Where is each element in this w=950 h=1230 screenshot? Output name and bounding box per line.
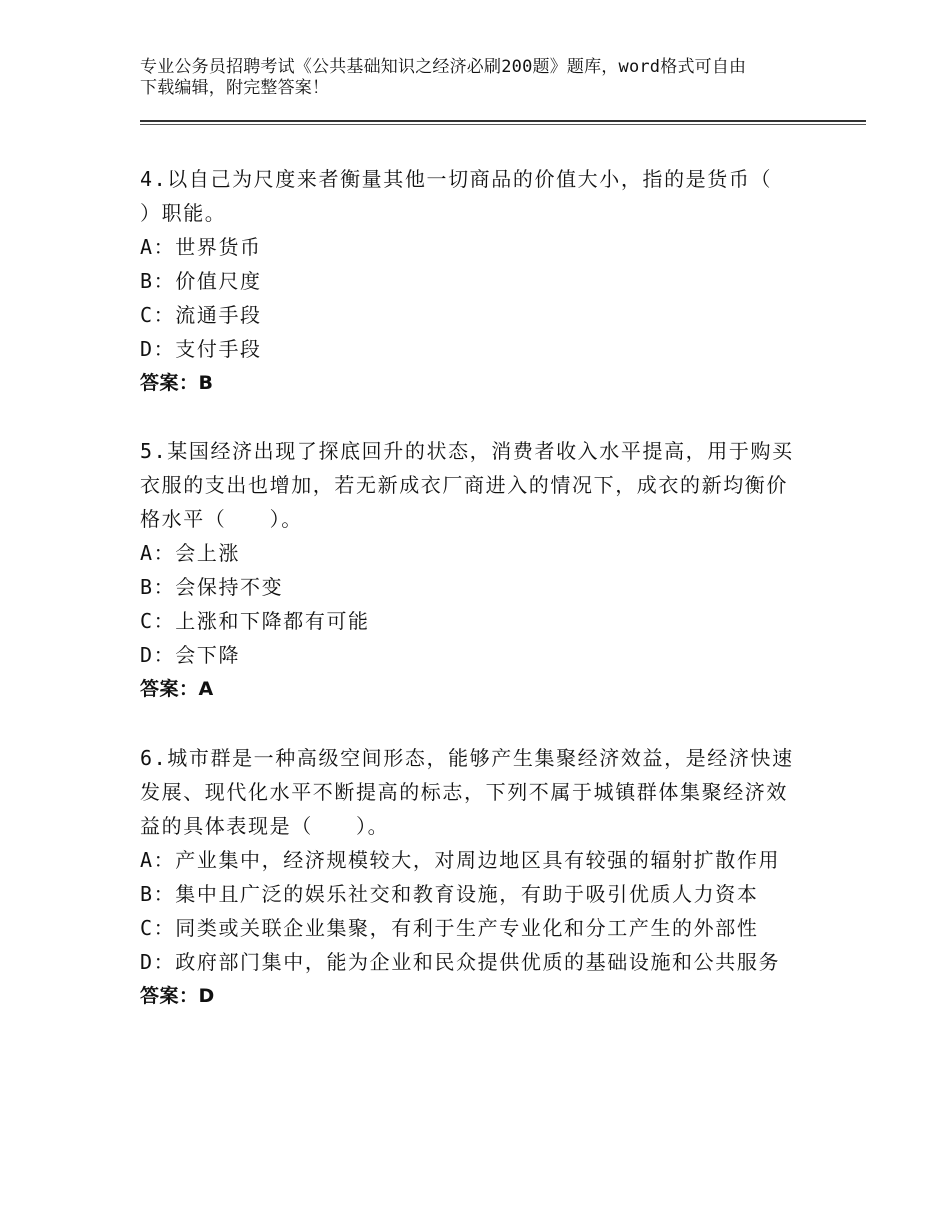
question-4 bbox=[140, 162, 820, 400]
option-a: A：世界货币 bbox=[140, 235, 262, 259]
question-stem-line: 益的具体表现是（ ）。 bbox=[140, 814, 390, 838]
question-stem-line: 发展、现代化水平不断提高的标志，下列不属于城镇群体集聚经济效 bbox=[140, 780, 788, 804]
question-stem-line: ）职能。 bbox=[140, 201, 227, 225]
header-divider-thick bbox=[140, 120, 866, 122]
option-d: D：支付手段 bbox=[140, 337, 262, 361]
header-divider-thin bbox=[140, 124, 866, 125]
option-c: C：流通手段 bbox=[140, 303, 262, 327]
answer-label: 答案：A bbox=[140, 678, 214, 700]
question-stem-line: 衣服的支出也增加，若无新成衣厂商进入的情况下，成衣的新均衡价 bbox=[140, 473, 788, 497]
option-a: A：会上涨 bbox=[140, 541, 241, 565]
question-stem-line: 4.以自己为尺度来者衡量其他一切商品的价值大小，指的是货币（ bbox=[140, 167, 773, 191]
question-stem-line: 5.某国经济出现了探底回升的状态，消费者收入水平提高，用于购买 bbox=[140, 439, 794, 463]
document-header bbox=[140, 57, 840, 99]
answer-label: 答案：D bbox=[140, 985, 215, 1007]
answer-label: 答案：B bbox=[140, 372, 214, 394]
header-line-2: 下载编辑，附完整答案！ bbox=[140, 78, 330, 98]
option-a: A：产业集中，经济规模较大，对周边地区具有较强的辐射扩散作用 bbox=[140, 848, 781, 872]
question-5 bbox=[140, 434, 820, 706]
option-c: C：同类或关联企业集聚，有利于生产专业化和分工产生的外部性 bbox=[140, 916, 759, 940]
option-b: B：集中且广泛的娱乐社交和教育设施，有助于吸引优质人力资本 bbox=[140, 882, 759, 906]
header-line-1: 专业公务员招聘考试《公共基础知识之经济必刷200题》题库，word格式可自由 bbox=[140, 57, 747, 77]
option-b: B：价值尺度 bbox=[140, 269, 262, 293]
option-d: D：会下降 bbox=[140, 643, 241, 667]
option-d: D：政府部门集中，能为企业和民众提供优质的基础设施和公共服务 bbox=[140, 950, 781, 974]
question-stem-line: 格水平（ ）。 bbox=[140, 507, 303, 531]
option-b: B：会保持不变 bbox=[140, 575, 284, 599]
question-6 bbox=[140, 741, 820, 1013]
option-c: C：上涨和下降都有可能 bbox=[140, 609, 370, 633]
question-stem-line: 6.城市群是一种高级空间形态，能够产生集聚经济效益，是经济快速 bbox=[140, 746, 794, 770]
